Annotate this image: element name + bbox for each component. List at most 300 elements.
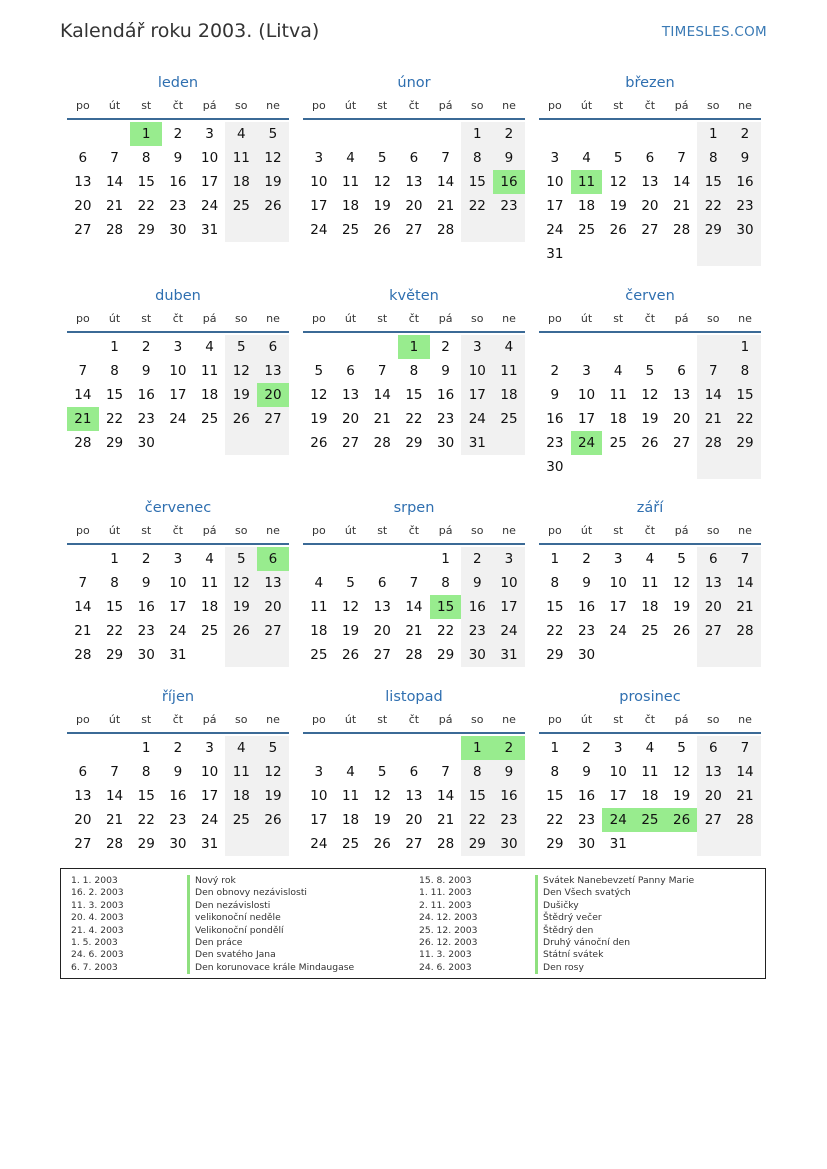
day-cell[interactable]: 8 <box>409 363 419 379</box>
day-cell[interactable]: 15 <box>546 788 564 804</box>
day-cell[interactable]: 1 <box>110 339 119 355</box>
day-cell[interactable]: 30 <box>577 647 596 663</box>
day-cell[interactable]: 7 <box>677 150 686 166</box>
day-cell[interactable]: 27 <box>257 407 289 431</box>
day-cell[interactable]: 10 <box>493 571 525 595</box>
day-cell[interactable]: 23 <box>137 411 155 427</box>
day-cell[interactable]: 5 <box>314 363 324 379</box>
day-cell[interactable]: 31 <box>493 643 525 667</box>
day-cell[interactable]: 10 <box>310 174 328 190</box>
day-cell[interactable]: 31 <box>609 836 627 852</box>
day-cell[interactable]: 11 <box>225 146 257 170</box>
day-cell[interactable]: 28 <box>105 836 124 852</box>
day-cell[interactable]: 30 <box>169 222 187 238</box>
day-cell[interactable]: 11 <box>341 174 360 190</box>
day-cell[interactable]: 26 <box>666 808 698 832</box>
day-cell[interactable]: 15 <box>461 784 493 808</box>
day-cell[interactable]: 14 <box>74 387 92 403</box>
day-cell[interactable]: 25 <box>225 808 257 832</box>
day-cell[interactable]: 13 <box>74 174 92 190</box>
day-cell[interactable]: 1 <box>398 335 430 359</box>
day-cell[interactable]: 13 <box>697 571 729 595</box>
day-cell[interactable]: 6 <box>78 150 88 166</box>
day-cell[interactable]: 22 <box>105 411 124 427</box>
day-cell[interactable]: 11 <box>571 170 603 194</box>
day-cell[interactable]: 8 <box>697 146 729 170</box>
day-cell[interactable]: 28 <box>729 808 761 832</box>
day-cell[interactable]: 2 <box>493 122 525 146</box>
day-cell[interactable]: 12 <box>341 599 360 615</box>
day-cell[interactable]: 29 <box>437 647 455 663</box>
day-cell[interactable]: 13 <box>341 387 360 403</box>
day-cell[interactable]: 15 <box>105 387 124 403</box>
day-cell[interactable]: 12 <box>257 146 289 170</box>
day-cell[interactable]: 4 <box>613 363 623 379</box>
day-cell[interactable]: 21 <box>697 407 729 431</box>
day-cell[interactable]: 30 <box>546 459 564 475</box>
day-cell[interactable]: 11 <box>201 575 219 591</box>
day-cell[interactable]: 13 <box>405 788 423 804</box>
day-cell[interactable]: 7 <box>78 363 88 379</box>
day-cell[interactable]: 2 <box>582 551 591 567</box>
day-cell[interactable]: 22 <box>105 623 124 639</box>
day-cell[interactable]: 3 <box>173 339 183 355</box>
day-cell[interactable]: 20 <box>697 784 729 808</box>
day-cell[interactable]: 16 <box>577 599 596 615</box>
day-cell[interactable]: 26 <box>609 222 627 238</box>
day-cell[interactable]: 4 <box>346 150 355 166</box>
day-cell[interactable]: 10 <box>609 764 627 780</box>
day-cell[interactable]: 21 <box>729 784 761 808</box>
day-cell[interactable]: 31 <box>201 836 219 852</box>
day-cell[interactable]: 19 <box>225 383 257 407</box>
day-cell[interactable]: 19 <box>257 784 289 808</box>
day-cell[interactable]: 19 <box>225 595 257 619</box>
day-cell[interactable]: 26 <box>341 647 360 663</box>
day-cell[interactable]: 8 <box>141 150 151 166</box>
day-cell[interactable]: 14 <box>373 387 391 403</box>
day-cell[interactable]: 24 <box>169 623 187 639</box>
day-cell[interactable]: 27 <box>641 222 659 238</box>
day-cell[interactable]: 17 <box>310 198 328 214</box>
day-cell[interactable]: 2 <box>729 122 761 146</box>
day-cell[interactable]: 21 <box>74 623 92 639</box>
day-cell[interactable]: 22 <box>405 411 423 427</box>
day-cell[interactable]: 2 <box>173 126 183 142</box>
day-cell[interactable]: 22 <box>729 407 761 431</box>
day-cell[interactable]: 12 <box>673 764 691 780</box>
day-cell[interactable]: 20 <box>74 198 92 214</box>
day-cell[interactable]: 14 <box>437 174 455 190</box>
day-cell[interactable]: 11 <box>641 575 659 591</box>
day-cell[interactable]: 20 <box>405 198 423 214</box>
day-cell[interactable]: 17 <box>310 812 328 828</box>
day-cell[interactable]: 23 <box>461 619 493 643</box>
day-cell[interactable]: 14 <box>729 760 761 784</box>
day-cell[interactable]: 14 <box>437 788 455 804</box>
day-cell[interactable]: 25 <box>493 407 525 431</box>
day-cell[interactable]: 30 <box>493 832 525 856</box>
day-cell[interactable]: 23 <box>546 435 564 451</box>
day-cell[interactable]: 22 <box>437 623 455 639</box>
day-cell[interactable]: 29 <box>137 222 155 238</box>
day-cell[interactable]: 19 <box>373 198 391 214</box>
day-cell[interactable]: 23 <box>729 194 761 218</box>
day-cell[interactable]: 7 <box>441 764 450 780</box>
day-cell[interactable]: 24 <box>461 407 493 431</box>
day-cell[interactable]: 31 <box>546 246 564 262</box>
day-cell[interactable]: 28 <box>405 647 423 663</box>
day-cell[interactable]: 21 <box>729 595 761 619</box>
day-cell[interactable]: 29 <box>546 836 564 852</box>
day-cell[interactable]: 13 <box>373 599 391 615</box>
day-cell[interactable]: 5 <box>613 150 623 166</box>
day-cell[interactable]: 10 <box>577 387 596 403</box>
day-cell[interactable]: 26 <box>257 808 289 832</box>
day-cell[interactable]: 6 <box>697 547 729 571</box>
day-cell[interactable]: 29 <box>729 431 761 455</box>
day-cell[interactable]: 24 <box>571 431 603 455</box>
day-cell[interactable]: 5 <box>257 736 289 760</box>
day-cell[interactable]: 28 <box>697 431 729 455</box>
day-cell[interactable]: 30 <box>437 435 455 451</box>
day-cell[interactable]: 20 <box>405 812 423 828</box>
day-cell[interactable]: 5 <box>225 547 257 571</box>
day-cell[interactable]: 10 <box>609 575 627 591</box>
day-cell[interactable]: 6 <box>257 335 289 359</box>
day-cell[interactable]: 25 <box>609 435 627 451</box>
day-cell[interactable]: 27 <box>74 222 92 238</box>
day-cell[interactable]: 9 <box>461 571 493 595</box>
day-cell[interactable]: 29 <box>461 832 493 856</box>
day-cell[interactable]: 1 <box>550 551 560 567</box>
day-cell[interactable]: 3 <box>582 363 591 379</box>
day-cell[interactable]: 14 <box>729 571 761 595</box>
day-cell[interactable]: 30 <box>461 643 493 667</box>
day-cell[interactable]: 19 <box>609 198 627 214</box>
day-cell[interactable]: 23 <box>137 623 155 639</box>
day-cell[interactable]: 26 <box>225 619 257 643</box>
day-cell[interactable]: 9 <box>173 150 183 166</box>
day-cell[interactable]: 15 <box>729 383 761 407</box>
day-cell[interactable]: 28 <box>74 435 92 451</box>
day-cell[interactable]: 20 <box>74 812 92 828</box>
day-cell[interactable]: 15 <box>430 595 462 619</box>
day-cell[interactable]: 5 <box>225 335 257 359</box>
day-cell[interactable]: 3 <box>314 150 324 166</box>
day-cell[interactable]: 2 <box>550 363 560 379</box>
day-cell[interactable]: 25 <box>341 222 360 238</box>
day-cell[interactable]: 16 <box>169 174 187 190</box>
day-cell[interactable]: 21 <box>673 198 691 214</box>
day-cell[interactable]: 17 <box>201 788 219 804</box>
day-cell[interactable]: 2 <box>141 339 151 355</box>
day-cell[interactable]: 17 <box>546 198 564 214</box>
day-cell[interactable]: 9 <box>493 146 525 170</box>
day-cell[interactable]: 2 <box>173 740 183 756</box>
day-cell[interactable]: 10 <box>201 150 219 166</box>
day-cell[interactable]: 2 <box>582 740 591 756</box>
day-cell[interactable]: 31 <box>461 431 493 455</box>
day-cell[interactable]: 9 <box>493 760 525 784</box>
day-cell[interactable]: 16 <box>169 788 187 804</box>
day-cell[interactable]: 2 <box>141 551 151 567</box>
day-cell[interactable]: 19 <box>310 411 328 427</box>
day-cell[interactable]: 10 <box>169 575 187 591</box>
day-cell[interactable]: 20 <box>341 411 360 427</box>
day-cell[interactable]: 11 <box>493 359 525 383</box>
day-cell[interactable]: 29 <box>405 435 423 451</box>
day-cell[interactable]: 17 <box>169 599 187 615</box>
day-cell[interactable]: 9 <box>141 363 151 379</box>
day-cell[interactable]: 22 <box>546 812 564 828</box>
day-cell[interactable]: 18 <box>225 784 257 808</box>
day-cell[interactable]: 25 <box>634 808 666 832</box>
day-cell[interactable]: 14 <box>697 383 729 407</box>
day-cell[interactable]: 24 <box>201 812 219 828</box>
day-cell[interactable]: 12 <box>373 174 391 190</box>
day-cell[interactable]: 25 <box>341 836 360 852</box>
day-cell[interactable]: 12 <box>373 788 391 804</box>
day-cell[interactable]: 30 <box>169 836 187 852</box>
day-cell[interactable]: 19 <box>673 599 691 615</box>
day-cell[interactable]: 26 <box>641 435 659 451</box>
day-cell[interactable]: 14 <box>105 174 124 190</box>
day-cell[interactable]: 28 <box>105 222 124 238</box>
day-cell[interactable]: 4 <box>225 122 257 146</box>
day-cell[interactable]: 15 <box>137 174 155 190</box>
day-cell[interactable]: 3 <box>613 551 623 567</box>
day-cell[interactable]: 17 <box>461 383 493 407</box>
day-cell[interactable]: 17 <box>201 174 219 190</box>
day-cell[interactable]: 6 <box>377 575 387 591</box>
day-cell[interactable]: 21 <box>67 407 99 431</box>
day-cell[interactable]: 12 <box>641 387 659 403</box>
day-cell[interactable]: 21 <box>373 411 391 427</box>
day-cell[interactable]: 20 <box>257 383 289 407</box>
day-cell[interactable]: 13 <box>641 174 659 190</box>
day-cell[interactable]: 4 <box>493 335 525 359</box>
day-cell[interactable]: 25 <box>201 411 219 427</box>
day-cell[interactable]: 5 <box>346 575 355 591</box>
day-cell[interactable]: 15 <box>461 170 493 194</box>
day-cell[interactable]: 18 <box>201 387 219 403</box>
day-cell[interactable]: 8 <box>729 359 761 383</box>
day-cell[interactable]: 27 <box>697 619 729 643</box>
day-cell[interactable]: 13 <box>697 760 729 784</box>
day-cell[interactable]: 12 <box>225 571 257 595</box>
day-cell[interactable]: 11 <box>341 788 360 804</box>
day-cell[interactable]: 2 <box>441 339 450 355</box>
day-cell[interactable]: 1 <box>461 122 493 146</box>
day-cell[interactable]: 18 <box>641 788 659 804</box>
day-cell[interactable]: 4 <box>205 339 214 355</box>
day-cell[interactable]: 3 <box>205 740 214 756</box>
day-cell[interactable]: 21 <box>105 812 124 828</box>
day-cell[interactable]: 11 <box>641 764 659 780</box>
day-cell[interactable]: 9 <box>729 146 761 170</box>
day-cell[interactable]: 18 <box>577 198 596 214</box>
day-cell[interactable]: 6 <box>257 547 289 571</box>
brand-link[interactable]: TIMESLES.COM <box>661 24 767 40</box>
day-cell[interactable]: 28 <box>437 222 455 238</box>
day-cell[interactable]: 30 <box>137 647 155 663</box>
day-cell[interactable]: 27 <box>74 836 92 852</box>
day-cell[interactable]: 4 <box>645 740 655 756</box>
day-cell[interactable]: 5 <box>645 363 655 379</box>
day-cell[interactable]: 20 <box>641 198 659 214</box>
day-cell[interactable]: 16 <box>437 387 455 403</box>
day-cell[interactable]: 24 <box>493 619 525 643</box>
day-cell[interactable]: 8 <box>461 760 493 784</box>
day-cell[interactable]: 22 <box>137 198 155 214</box>
day-cell[interactable]: 30 <box>729 218 761 242</box>
day-cell[interactable]: 29 <box>105 647 124 663</box>
day-cell[interactable]: 25 <box>641 623 659 639</box>
day-cell[interactable]: 21 <box>437 198 455 214</box>
day-cell[interactable]: 4 <box>645 551 655 567</box>
day-cell[interactable]: 20 <box>257 595 289 619</box>
day-cell[interactable]: 22 <box>137 812 155 828</box>
day-cell[interactable]: 26 <box>373 836 391 852</box>
day-cell[interactable]: 23 <box>577 623 596 639</box>
day-cell[interactable]: 23 <box>169 812 187 828</box>
day-cell[interactable]: 22 <box>697 194 729 218</box>
day-cell[interactable]: 24 <box>609 623 627 639</box>
day-cell[interactable]: 5 <box>377 764 387 780</box>
day-cell[interactable]: 27 <box>405 222 423 238</box>
day-cell[interactable]: 17 <box>609 599 627 615</box>
day-cell[interactable]: 6 <box>697 736 729 760</box>
day-cell[interactable]: 16 <box>461 595 493 619</box>
day-cell[interactable]: 7 <box>409 575 419 591</box>
day-cell[interactable]: 17 <box>609 788 627 804</box>
day-cell[interactable]: 6 <box>677 363 686 379</box>
day-cell[interactable]: 8 <box>550 575 560 591</box>
day-cell[interactable]: 5 <box>377 150 387 166</box>
day-cell[interactable]: 7 <box>729 547 761 571</box>
day-cell[interactable]: 15 <box>137 788 155 804</box>
day-cell[interactable]: 16 <box>729 170 761 194</box>
day-cell[interactable]: 24 <box>546 222 564 238</box>
day-cell[interactable]: 5 <box>677 740 686 756</box>
day-cell[interactable]: 14 <box>405 599 423 615</box>
day-cell[interactable]: 23 <box>169 198 187 214</box>
day-cell[interactable]: 23 <box>493 194 525 218</box>
day-cell[interactable]: 22 <box>546 623 564 639</box>
day-cell[interactable]: 1 <box>110 551 119 567</box>
day-cell[interactable]: 29 <box>105 435 124 451</box>
day-cell[interactable]: 18 <box>225 170 257 194</box>
day-cell[interactable]: 23 <box>577 812 596 828</box>
day-cell[interactable]: 3 <box>461 335 493 359</box>
day-cell[interactable]: 29 <box>137 836 155 852</box>
day-cell[interactable]: 8 <box>110 575 119 591</box>
day-cell[interactable]: 26 <box>673 623 691 639</box>
day-cell[interactable]: 1 <box>550 740 560 756</box>
day-cell[interactable]: 7 <box>441 150 450 166</box>
day-cell[interactable]: 10 <box>169 363 187 379</box>
day-cell[interactable]: 1 <box>441 551 450 567</box>
day-cell[interactable]: 28 <box>673 222 691 238</box>
day-cell[interactable]: 24 <box>201 198 219 214</box>
day-cell[interactable]: 15 <box>105 599 124 615</box>
day-cell[interactable]: 25 <box>225 194 257 218</box>
day-cell[interactable]: 7 <box>697 359 729 383</box>
day-cell[interactable]: 22 <box>461 194 493 218</box>
day-cell[interactable]: 14 <box>74 599 92 615</box>
day-cell[interactable]: 14 <box>673 174 691 190</box>
day-cell[interactable]: 8 <box>441 575 450 591</box>
day-cell[interactable]: 7 <box>377 363 387 379</box>
day-cell[interactable]: 5 <box>677 551 686 567</box>
day-cell[interactable]: 8 <box>461 146 493 170</box>
day-cell[interactable]: 28 <box>729 619 761 643</box>
day-cell[interactable]: 3 <box>173 551 183 567</box>
day-cell[interactable]: 10 <box>461 359 493 383</box>
day-cell[interactable]: 25 <box>577 222 596 238</box>
day-cell[interactable]: 25 <box>310 647 328 663</box>
day-cell[interactable]: 12 <box>310 387 328 403</box>
day-cell[interactable]: 1 <box>130 122 162 146</box>
day-cell[interactable]: 15 <box>697 170 729 194</box>
day-cell[interactable]: 18 <box>493 383 525 407</box>
day-cell[interactable]: 27 <box>257 619 289 643</box>
day-cell[interactable]: 2 <box>461 547 493 571</box>
day-cell[interactable]: 2 <box>493 736 525 760</box>
day-cell[interactable]: 24 <box>310 836 328 852</box>
day-cell[interactable]: 19 <box>641 411 659 427</box>
day-cell[interactable]: 4 <box>582 150 591 166</box>
day-cell[interactable]: 6 <box>645 150 655 166</box>
day-cell[interactable]: 20 <box>697 595 729 619</box>
day-cell[interactable]: 16 <box>137 387 155 403</box>
day-cell[interactable]: 13 <box>673 387 691 403</box>
day-cell[interactable]: 16 <box>493 170 525 194</box>
day-cell[interactable]: 7 <box>78 575 88 591</box>
day-cell[interactable]: 24 <box>310 222 328 238</box>
day-cell[interactable]: 21 <box>105 198 124 214</box>
day-cell[interactable]: 13 <box>74 788 92 804</box>
day-cell[interactable]: 18 <box>341 812 360 828</box>
day-cell[interactable]: 9 <box>550 387 560 403</box>
day-cell[interactable]: 6 <box>346 363 355 379</box>
day-cell[interactable]: 3 <box>314 764 324 780</box>
day-cell[interactable]: 21 <box>405 623 423 639</box>
day-cell[interactable]: 21 <box>437 812 455 828</box>
day-cell[interactable]: 1 <box>461 736 493 760</box>
day-cell[interactable]: 26 <box>257 194 289 218</box>
day-cell[interactable]: 24 <box>602 808 634 832</box>
day-cell[interactable]: 4 <box>314 575 324 591</box>
day-cell[interactable]: 31 <box>201 222 219 238</box>
day-cell[interactable]: 6 <box>78 764 88 780</box>
day-cell[interactable]: 9 <box>141 575 151 591</box>
day-cell[interactable]: 26 <box>225 407 257 431</box>
day-cell[interactable]: 7 <box>110 764 119 780</box>
day-cell[interactable]: 9 <box>441 363 450 379</box>
day-cell[interactable]: 16 <box>137 599 155 615</box>
day-cell[interactable]: 11 <box>201 363 219 379</box>
day-cell[interactable]: 26 <box>373 222 391 238</box>
day-cell[interactable]: 7 <box>110 150 119 166</box>
day-cell[interactable]: 18 <box>341 198 360 214</box>
day-cell[interactable]: 17 <box>577 411 596 427</box>
day-cell[interactable]: 12 <box>257 760 289 784</box>
day-cell[interactable]: 9 <box>582 575 591 591</box>
day-cell[interactable]: 17 <box>493 595 525 619</box>
day-cell[interactable]: 20 <box>373 623 391 639</box>
